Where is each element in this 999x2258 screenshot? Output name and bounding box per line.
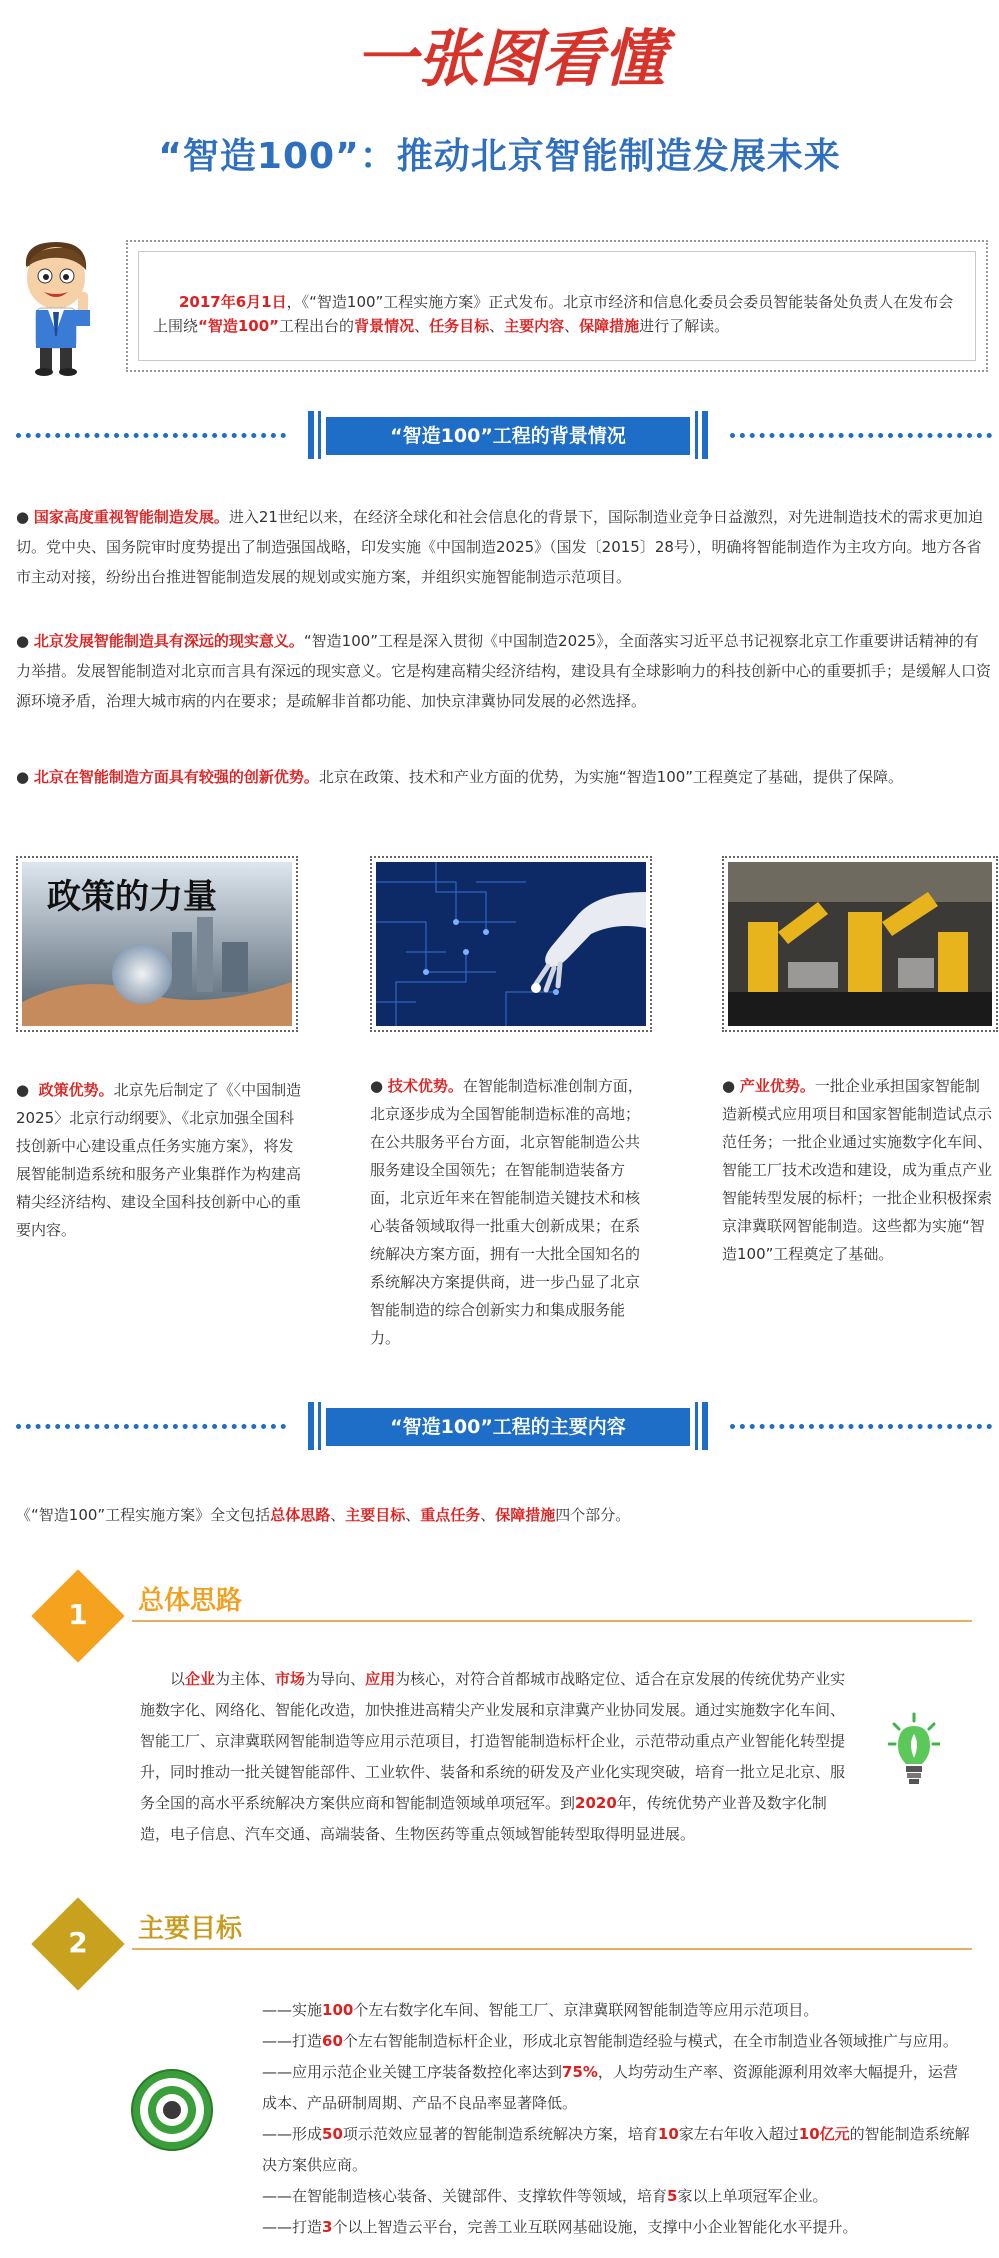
section-bar-left <box>308 411 314 459</box>
photo-policy <box>16 856 298 1032</box>
contents-intro: 《“智造100”工程实施方案》全文包括总体思路、主要目标、重点任务、保障措施四个部分。 <box>16 1506 631 1524</box>
target-icon <box>130 2068 214 2152</box>
goal-item: ——在智能制造核心装备、关键部件、支撑软件等领域，培育5家以上单项冠军企业。 <box>262 2187 828 2205</box>
bullet-icon: ● <box>16 1081 39 1099</box>
part2-goals <box>262 1995 972 2243</box>
part1-title: 总体思路 <box>138 1586 243 1616</box>
part1-number: 1 <box>68 1598 88 1631</box>
bulb-icon <box>888 1712 940 1792</box>
intro-text: 2017年6月1日，《“智造100”工程实施方案》正式发布。北京市经济和信息化委员会委员智能装备处负责人在发布会上围绕“智造100”工程出台的背景情况、任务目标、主要内容、保障措施进行了解读。 <box>138 251 976 361</box>
svg-text:一张图看懂: 一张图看懂 <box>354 22 666 95</box>
goal-item: ——应用示范企业关键工序装备数控化率达到75%，人均劳动生产率、资源能源利用效率大幅提升，运营成本、产品研制周期、产品不良品率显著降低。 <box>262 2063 958 2112</box>
bg-paragraph-1: ● 国家高度重视智能制造发展。进入21世纪以来，在经济全球化和社会信息化的背景下，国际制造业竞争日益激烈，对先进制造技术的需求更加迫切。党中央、国务院审时度势提出了制造强国战略，印发实施《中国制造2025》（国发〔2015〕28号），明确将智能制造作为主攻方向。地方各省市主动对接，纷纷出台推进智能制造发展的规划或实施方案，并组织实施智能制造示范项目。 <box>16 508 983 586</box>
page-logo <box>340 18 680 98</box>
section-header-background <box>0 411 999 461</box>
page-title: “智造100”：推动北京智能制造发展未来 <box>158 136 841 177</box>
cartoon-man-icon <box>4 236 110 376</box>
section-divider-left <box>16 433 286 438</box>
part2-title: 主要目标 <box>138 1914 243 1944</box>
section-title-background: “智造100”工程的背景情况 <box>326 417 690 455</box>
bullet-icon: ● <box>16 508 34 526</box>
advantage-industry: ● 产业优势。一批企业承担国家智能制造新模式应用项目和国家智能制造试点示范任务；一批企业通过实施数字化车间、智能工厂技术改造和建设，成为重点产业智能转型发展的标杆；一批企业积极探索京津冀联网智能制造。这些都为实施“智造100”工程奠定了基础。 <box>722 1077 993 1263</box>
bg-paragraph-3: ● 北京在智能制造方面具有较强的创新优势。北京在政策、技术和产业方面的优势，为实施“智造100”工程奠定了基础，提供了保障。 <box>16 768 904 786</box>
goal-item: ——实施100个左右数字化车间、智能工厂、京津冀联网智能制造等应用示范项目。 <box>262 2001 819 2019</box>
bullet-icon: ● <box>16 768 34 786</box>
section-title-content: “智造100”工程的主要内容 <box>326 1408 690 1446</box>
svg-text:政策的力量: 政策的力量 <box>47 877 217 917</box>
logo-calligraphy <box>340 18 680 98</box>
bullet-icon: ● <box>16 632 34 650</box>
goal-item: ——打造3个以上智造云平台，完善工业互联网基础设施，支撑中小企业智能化水平提升。 <box>262 2218 858 2236</box>
photo-industry <box>722 856 998 1032</box>
section-divider-right <box>730 1424 992 1429</box>
part1-underline <box>132 1620 972 1622</box>
goal-item: ——打造60个左右智能制造标杆企业，形成北京智能制造经验与模式，在全市制造业各领域推广与应用。 <box>262 2032 958 2050</box>
bg-paragraph-2: ● 北京发展智能制造具有深远的现实意义。“智造100”工程是深入贯彻《中国制造2025》，全面落实习近平总书记视察北京工作重要讲话精神的有力举措。发展智能制造对北京而言具有深远的现实意义。它是构建高精尖经济结构，建设具有全球影响力的科技创新中心的重要抓手；是缓解人口资源环境矛盾，治理大城市病的内在要求；是疏解非首都功能、加快京津冀协同发展的必然选择。 <box>16 632 992 710</box>
section-header-content <box>0 1402 999 1452</box>
part1-text: 以企业为主体、市场为导向、应用为核心，对符合首都城市战略定位、适合在京发展的传统优势产业实施数字化、网络化、智能化改造，加快推进高精尖产业发展和京津冀产业协同发展。通过实施数字化车间、智能工厂、京津冀联网智能制造等应用示范项目，打造智能制造标杆企业，示范带动重点产业智能化转型提升，同时推动一批关键智能部件、工业软件、装备和系统的研发及产业化实现突破，培育一批立足北京、服务全国的高水平系统解决方案供应商和智能制造领域单项冠军。到2020年，传统优势产业普及数字化制造，电子信息、汽车交通、高端装备、生物医药等重点领域智能转型取得明显进展。 <box>140 1670 846 1843</box>
section-bar-right <box>702 411 708 459</box>
section-divider-right <box>730 433 992 438</box>
part2-number: 2 <box>68 1926 88 1959</box>
section-divider-left <box>16 1424 286 1429</box>
part2-underline <box>132 1948 972 1950</box>
intro-box <box>126 240 988 372</box>
bullet-icon: ● <box>722 1077 740 1095</box>
goal-item: ——形成50项示范效应显著的智能制造系统解决方案，培育10家左右年收入超过10亿元的智能制造系统解决方案供应商。 <box>262 2125 970 2174</box>
photo-technology <box>370 856 652 1032</box>
advantage-technology: ● 技术优势。在智能制造标准创制方面，北京逐步成为全国智能制造标准的高地；在公共服务平台方面，北京智能制造公共服务建设全国领先；在智能制造装备方面，北京近年来在智能制造关键技术和核心装备领域取得一批重大创新成果；在系统解决方案方面，拥有一大批全国知名的系统解决方案提供商，进一步凸显了北京智能制造的综合创新实力和集成服务能力。 <box>370 1077 643 1347</box>
bullet-icon: ● <box>370 1077 388 1095</box>
advantage-policy: ● 政策优势。北京先后制定了《〈中国制造2025〉北京行动纲要》、《北京加强全国科技创新中心建设重点任务实施方案》，将发展智能制造系统和服务产业集群作为构建高精尖经济结构、建设全国科技创新中心的重要内容。 <box>16 1081 302 1239</box>
